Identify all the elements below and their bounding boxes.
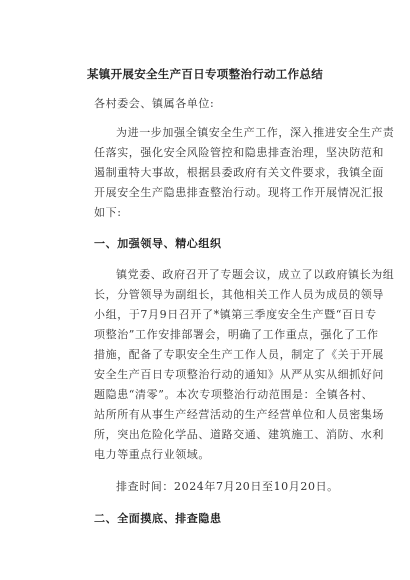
section-1-line-2: 长，分管领导为副组长，其他相关工作人员为成员的领导 xyxy=(94,288,384,301)
intro-line-4: 开展安全生产隐患排查整治行动。现将工作开展情况汇报 xyxy=(94,186,384,199)
section-1-line-3: 小组，于7月9日召开了*镇第三季度安全生产暨“百日专 xyxy=(94,308,377,321)
section-1-line-4: 项整治”工作安排部署会，明确了工作重点，强化了工作 xyxy=(94,328,379,341)
intro-line-2: 任落实，强化安全风险管控和隐患排查治理，坚决防范和 xyxy=(94,146,384,159)
schedule-line: 排查时间：2024年7月20日至10月20日。 xyxy=(116,480,339,493)
section-1-line-9: 所，突出危险化学品、道路交通、建筑施工、消防、水利 xyxy=(94,428,384,441)
section-1-line-10: 电力等重点行业领域。 xyxy=(94,448,210,461)
section-1-heading: 一、加强领导、精心组织 xyxy=(94,237,222,250)
section-1-line-5: 措施，配备了专职安全生产工作人员，制定了《关于开展 xyxy=(94,348,384,361)
intro-line-1: 为进一步加强全镇安全生产工作，深入推进安全生产责 xyxy=(116,126,395,139)
section-1-line-1: 镇党委、政府召开了专题会议，成立了以政府镇长为组 xyxy=(116,268,395,281)
salutation: 各村委会、镇属各单位: xyxy=(94,97,215,110)
section-1-line-6: 安全生产百日专项整治行动的通知》从严从实从细抓好问 xyxy=(94,368,384,381)
intro-line-3: 遏制重特大事故，根据县委政府有关文件要求，我镇全面 xyxy=(94,166,384,179)
intro-line-5: 如下: xyxy=(94,206,122,219)
section-1-line-7: 题隐患“清零”。本次专项整治行动范围是：全镇各村、 xyxy=(94,388,374,401)
document-title: 某镇开展安全生产百日专项整治行动工作总结 xyxy=(87,67,323,81)
section-2-heading: 二、全面摸底、排查隐患 xyxy=(94,512,222,525)
section-1-line-8: 站所所有从事生产经营活动的生产经营单位和人员密集场 xyxy=(94,408,384,421)
